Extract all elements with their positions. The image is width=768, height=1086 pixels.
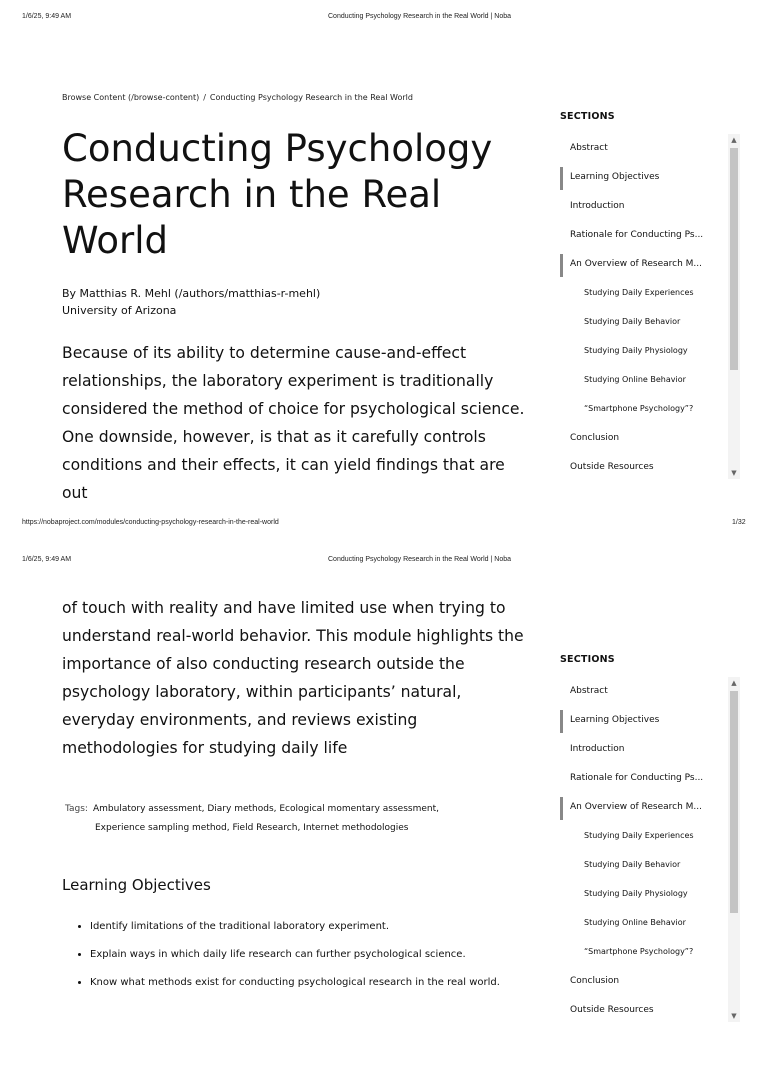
scroll-down-icon[interactable]: ▼: [731, 1012, 737, 1020]
abstract-text-part-1: Because of its ability to determine cause-and-effect relationships, the laboratory experiment is traditionally considered the method of choice for psychological science. One downside, however, is that as it carefully controls conditions and their effects, it can yield findings that are out: [62, 344, 525, 502]
print-page-2: [0, 543, 768, 1086]
sections-item[interactable]: [560, 279, 740, 308]
sections-item-label: An Overview of Research M...: [570, 259, 702, 269]
sections-item-label: Learning Objectives: [570, 715, 660, 725]
sections-item-label: Conclusion: [570, 976, 620, 986]
sections-item[interactable]: [560, 453, 740, 482]
sections-item[interactable]: [560, 967, 740, 996]
breadcrumb: [62, 93, 413, 102]
tag-link[interactable]: Diary methods: [207, 804, 274, 814]
scroll-down-icon[interactable]: ▼: [731, 469, 737, 477]
sections-item[interactable]: [560, 996, 740, 1025]
breadcrumb-separator: /: [203, 93, 206, 102]
sections-item-label: Outside Resources: [570, 462, 654, 472]
breadcrumb-parent-link[interactable]: Browse Content (/browse-content): [62, 93, 200, 102]
sections-item[interactable]: [560, 366, 740, 395]
print-footer-url: https://nobaproject.com/modules/conducting-psychology-research-in-the-real-world: [22, 519, 279, 526]
sections-item-label: Introduction: [570, 744, 625, 754]
learning-objectives-heading: Learning Objectives: [62, 876, 211, 894]
sections-item-label: Abstract: [570, 686, 608, 696]
tag-link[interactable]: Experience sampling method: [95, 823, 227, 833]
sections-item-label: Rationale for Conducting Ps...: [570, 230, 704, 240]
sections-item[interactable]: [560, 424, 740, 453]
sections-scrollbar[interactable]: [728, 677, 740, 1022]
tags: [65, 800, 439, 838]
sections-item[interactable]: [560, 706, 740, 735]
sections-item-label: Studying Daily Physiology: [584, 346, 688, 355]
affiliation: University of Arizona: [62, 304, 177, 317]
sections-item-label: Studying Online Behavior: [584, 918, 686, 927]
sections-item-label: Conclusion: [570, 433, 620, 443]
sections-item[interactable]: [560, 851, 740, 880]
sections-item-label: Studying Daily Physiology: [584, 889, 688, 898]
tag-link[interactable]: Internet methodologies: [303, 823, 409, 833]
sections-item[interactable]: [560, 764, 740, 793]
sections-scrollbar[interactable]: [728, 134, 740, 479]
sections-items: [560, 677, 740, 1025]
learning-objective-item: • Identify limitations of the traditional laboratory experiment.: [90, 913, 500, 941]
sections-item[interactable]: [560, 822, 740, 851]
sections-item[interactable]: [560, 163, 740, 192]
tag-link[interactable]: Ambulatory assessment: [93, 804, 202, 814]
scrollbar-thumb[interactable]: [730, 691, 738, 913]
sections-sidebar: [560, 654, 740, 1025]
sections-item[interactable]: [560, 735, 740, 764]
sections-item-label: Studying Daily Behavior: [584, 317, 681, 326]
sections-item-label: Learning Objectives: [570, 172, 660, 182]
tag-link[interactable]: Ecological momentary assessment: [279, 804, 437, 814]
abstract-text-part-2: of touch with reality and have limited use when trying to understand real-world behavior. This module highlights the importance of also conducting research outside the psychology laboratory, within participants’ natural, everyday environments, and reviews existing methodologies for studying daily life: [62, 599, 524, 757]
tag-link[interactable]: Field Research: [232, 823, 298, 833]
sections-item[interactable]: [560, 793, 740, 822]
sections-item[interactable]: [560, 677, 740, 706]
sections-item-label: Studying Online Behavior: [584, 375, 686, 384]
sections-item[interactable]: [560, 909, 740, 938]
print-header-date: 1/6/25, 9:49 AM: [22, 13, 72, 20]
sections-item[interactable]: [560, 395, 740, 424]
sections-item[interactable]: [560, 221, 740, 250]
sections-item[interactable]: [560, 192, 740, 221]
tags-line-1: Ambulatory assessment, Diary methods, Ecological momentary assessment,: [93, 804, 439, 814]
sections-list: [560, 134, 740, 482]
print-footer-page: 1/32: [732, 519, 746, 526]
print-header-date: 1/6/25, 9:49 AM: [22, 556, 72, 563]
scroll-up-icon[interactable]: ▲: [731, 679, 737, 687]
sections-item-label: Abstract: [570, 143, 608, 153]
byline: [62, 285, 320, 319]
sections-item-label: Studying Daily Experiences: [584, 288, 694, 297]
print-header-title: Conducting Psychology Research in the Real World | Noba: [328, 13, 512, 20]
sections-heading: SECTIONS: [560, 111, 615, 122]
breadcrumb-current: Conducting Psychology Research in the Real World: [209, 93, 413, 102]
sections-heading: SECTIONS: [560, 654, 615, 665]
scroll-up-icon[interactable]: ▲: [731, 136, 737, 144]
print-header-title: Conducting Psychology Research in the Real World | Noba: [328, 556, 512, 563]
sections-item-label: Rationale for Conducting Ps...: [570, 773, 704, 783]
sections-item[interactable]: [560, 337, 740, 366]
sections-item-label: Introduction: [570, 201, 625, 211]
sections-item-label: Studying Daily Experiences: [584, 831, 694, 840]
tags-line-2: Experience sampling method, Field Research, Internet methodologies: [95, 823, 409, 833]
page-title: Conducting Psychology Research in the Real World: [62, 127, 493, 262]
learning-objective-item: • Know what methods exist for conducting psychological research in the real world.: [90, 969, 500, 997]
sections-item[interactable]: [560, 134, 740, 163]
sections-item-label: “Smartphone Psychology”?: [584, 404, 694, 413]
learning-objectives-list: [62, 913, 500, 997]
sections-item[interactable]: [560, 880, 740, 909]
sections-item[interactable]: [560, 938, 740, 967]
sections-item[interactable]: [560, 250, 740, 279]
learning-objective-item: • Explain ways in which daily life research can further psychological science.: [90, 941, 500, 969]
scrollbar-thumb[interactable]: [730, 148, 738, 370]
author-link[interactable]: By Matthias R. Mehl (/authors/matthias-r-mehl): [62, 287, 321, 300]
sections-item-label: “Smartphone Psychology”?: [584, 947, 694, 956]
tags-label: Tags:: [65, 804, 88, 814]
sections-item[interactable]: [560, 308, 740, 337]
sections-sidebar: [560, 111, 740, 482]
sections-list: [560, 677, 740, 1025]
sections-items: [560, 134, 740, 482]
sections-item-label: Outside Resources: [570, 1005, 654, 1015]
sections-item-label: Studying Daily Behavior: [584, 860, 681, 869]
sections-item-label: An Overview of Research M...: [570, 802, 702, 812]
